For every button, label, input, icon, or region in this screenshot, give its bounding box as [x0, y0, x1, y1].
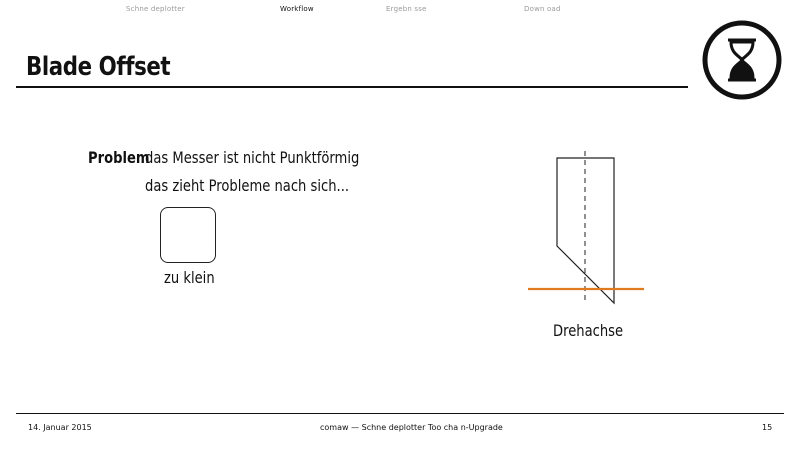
footer-date: 14. Januar 2015: [28, 423, 92, 432]
problem-text-line: das zieht Probleme nach sich...: [145, 176, 350, 195]
page-number: 15: [762, 423, 773, 432]
problem-text-line: das Messer ist nicht Punktförmig: [145, 148, 360, 167]
problem-label: Problem: [88, 148, 150, 167]
hourglass-logo-icon: [700, 18, 784, 102]
nav-item-ergebnisse[interactable]: Ergebn sse: [386, 5, 427, 13]
slide-title: Blade Offset: [26, 52, 171, 82]
title-divider: [16, 86, 688, 88]
blade-diagram: [520, 150, 660, 310]
rounded-square-shape: [160, 207, 216, 263]
square-caption: zu klein: [164, 268, 215, 287]
nav-item-download[interactable]: Down oad: [524, 5, 561, 13]
footer-title: comaw — Schne deplotter Too cha n-Upgrade: [320, 423, 503, 432]
rotation-axis-label: Drehachse: [553, 321, 624, 340]
top-navigation: [0, 5, 800, 19]
footer-divider: [16, 413, 784, 414]
nav-item-schneideplotter[interactable]: Schne deplotter: [126, 5, 185, 13]
nav-item-workflow[interactable]: Workflow: [280, 5, 314, 13]
